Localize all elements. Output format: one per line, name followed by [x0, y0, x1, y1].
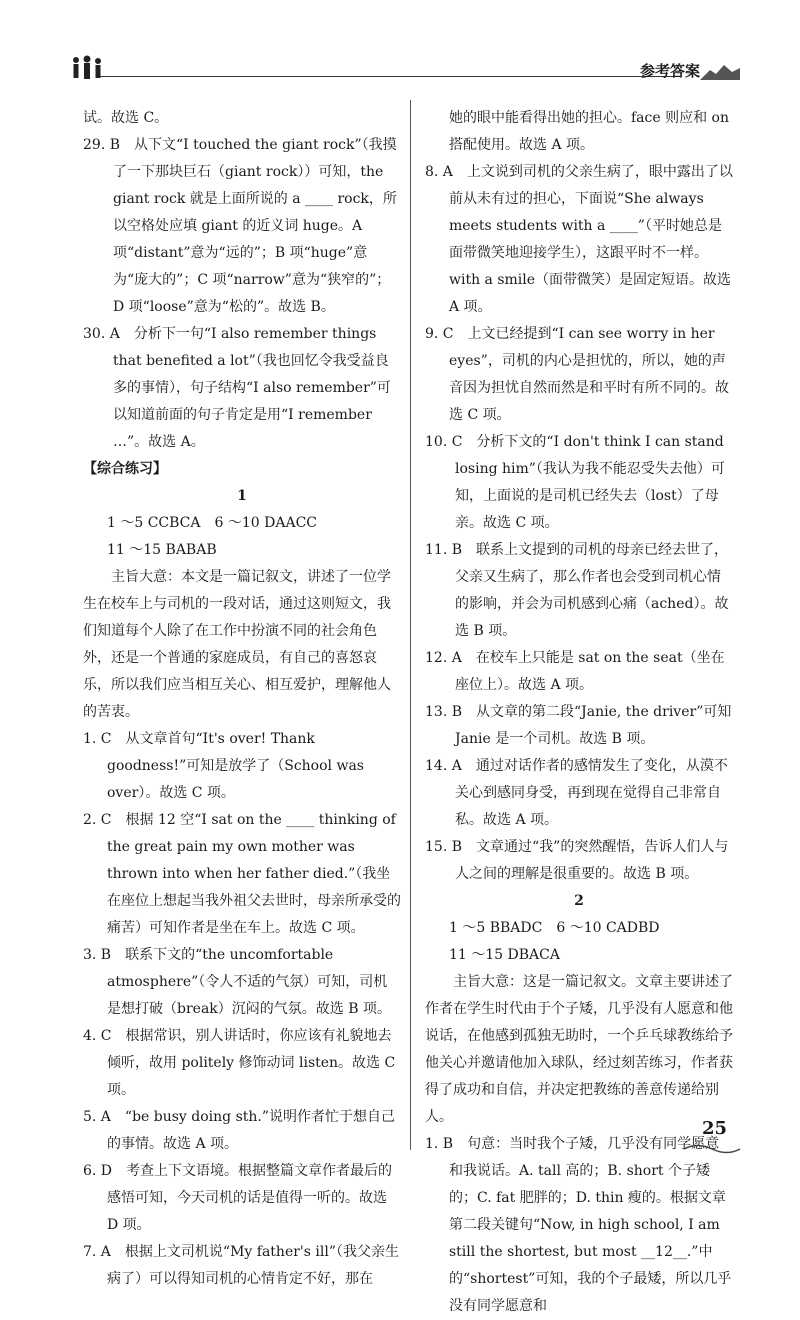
left-column	[83, 105, 401, 1293]
answer-5: 5. A “be busy doing sth.”说明作者忙于想自己的事情。故选 A 项。	[83, 1109, 396, 1152]
answer-2: 2. C 根据 12 空“I sat on the ____ thinking of the great pain my own mother was thrown into when her father died.”（我坐在座位上想起当我外祖父去世时，母亲所承受的痛苦）可知作者是坐在车上。故选 C 项。	[83, 812, 401, 936]
answer-15: 15. B 文章通过“我”的突然醒悟，告诉人们人与人之间的理解是很重要的。故选 B 项。	[425, 839, 729, 882]
right-column	[425, 105, 733, 1320]
page-number: 25	[702, 1118, 728, 1139]
swirl-icon	[682, 1142, 742, 1156]
answer-key-line: 1 ～5 CCBCA 6 ～10 DAACC	[107, 515, 317, 531]
answer-10: 10. C 分析下文的“I don't think I can stand losing him”（我认为我不能忍受失去他）可知，上面说的是司机已经失去（lost）了母亲。故选 C 项。	[425, 434, 725, 531]
section-heading: 【综合练习】	[83, 461, 167, 477]
main-idea: 主旨大意：这是一篇记叙文。文章主要讲述了作者在学生时代由于个子矮，几乎没有人愿意和他说话，在他感到孤独无助时，一个乒乓球教练给予他关心并邀请他加入球队，经过刻苦练习，作者获得了成功和自信，并决定把教练的善意传递给别人。	[425, 974, 733, 1125]
exercise-number: 1	[237, 488, 247, 504]
answer-11: 11. B 联系上文提到的司机的母亲已经去世了，父亲又生病了，那么作者也会受到司机心情的影响，并会为司机感到心痛（ached）。故选 B 项。	[425, 542, 729, 639]
answer-9: 9. C 上文已经提到“I can see worry in her eyes”，司机的内心是担忧的，所以，她的声音因为担忧自然而然是和平时有所不同的。故选 C 项。	[425, 326, 729, 423]
answer-30: 30. A 分析下一句“I also remember things that benefited a lot”（我也回忆令我受益良多的事情），句子结构“I also remember”可以知道前面的句子肯定是用“I remember …”。故选 A。	[83, 326, 391, 450]
text-line: 试。故选 C。	[83, 110, 169, 126]
page-header	[70, 50, 740, 90]
answer-14: 14. A 通过对话作者的感情发生了变化，从漠不关心到感同身受，再到现在觉得自己非常自私。故选 A 项。	[425, 758, 728, 828]
answer-4: 4. C 根据常识，别人讲话时，你应该有礼貌地去倾听，故用 politely 修饰动词 listen。故选 C 项。	[83, 1028, 396, 1098]
answer-12: 12. A 在校车上只能是 sat on the seat（坐在座位上）。故选 A 项。	[425, 650, 725, 693]
answer-13: 13. B 从文章的第二段“Janie, the driver”可知 Janie 是一个司机。故选 B 项。	[425, 704, 732, 747]
answer-1: 1. C 从文章首句“It's over! Thank goodness!”可知是放学了（School was over）。故选 C 项。	[83, 731, 364, 801]
answer-8: 8. A 上文说到司机的父亲生病了，眼中露出了以前从未有过的担心，下面说“She always meets students with a ____”（平时她总是面带微笑地迎接学生），这跟平时不一样。with a smile（面带微笑）是固定短语。故选 A 项。	[425, 164, 733, 315]
people-icon	[70, 54, 106, 82]
answer-7: 7. A 根据上文司机说“My father's ill”（我父亲生病了）可以得知司机的心情肯定不好，那在	[83, 1244, 399, 1287]
mountain-icon	[700, 62, 740, 82]
answer-key-line: 11 ～15 DBACA	[449, 947, 560, 963]
exercise-number: 2	[574, 893, 584, 909]
column-divider	[410, 100, 411, 1150]
text-line: 她的眼中能看得出她的担心。face 则应和 on 搭配使用。故选 A 项。	[449, 110, 729, 153]
header-title: 参考答案	[639, 62, 700, 80]
answer-29: 29. B 从下文“I touched the giant rock”（我摸了一下那块巨石（giant rock））可知，the giant rock 就是上面所说的 a ____ rock，所以空格处应填 giant 的近义词 huge。A 项“distant”意为“远的”；B 项“huge”意为“庞大的”；C 项“narrow”意为“狭窄的”；D 项“loose”意为“松的”。故选 B。	[83, 137, 397, 315]
header-rule	[100, 76, 680, 77]
answer-key-line: 11 ～15 BABAB	[107, 542, 217, 558]
main-idea: 主旨大意：本文是一篇记叙文，讲述了一位学生在校车上与司机的一段对话，通过这则短文，我们知道每个人除了在工作中扮演不同的社会角色外，还是一个普通的家庭成员，有自己的喜怒哀乐，所以我们应当相互关心、相互爱护，理解他人的苦衷。	[83, 569, 391, 720]
answer-2-1: 1. B 句意：当时我个子矮，几乎没有同学愿意和我说话。A. tall 高的；B. short 个子矮的；C. fat 肥胖的；D. thin 瘦的。根据文章第二段关键句“Now, in high school, I am still the shortest, but most __12__.”中的“shortest”可知，我的个子最矮，所以几乎没有同学愿意和	[425, 1136, 732, 1314]
answer-3: 3. B 联系下文的“the uncomfortable atmosphere”（令人不适的气氛）可知，司机是想打破（break）沉闷的气氛。故选 B 项。	[83, 947, 391, 1017]
answer-key-line: 1 ～5 BBADC 6 ～10 CADBD	[449, 920, 660, 936]
answer-6: 6. D 考查上下文语境。根据整篇文章作者最后的感悟可知，今天司机的话是值得一听的。故选 D 项。	[83, 1163, 393, 1233]
